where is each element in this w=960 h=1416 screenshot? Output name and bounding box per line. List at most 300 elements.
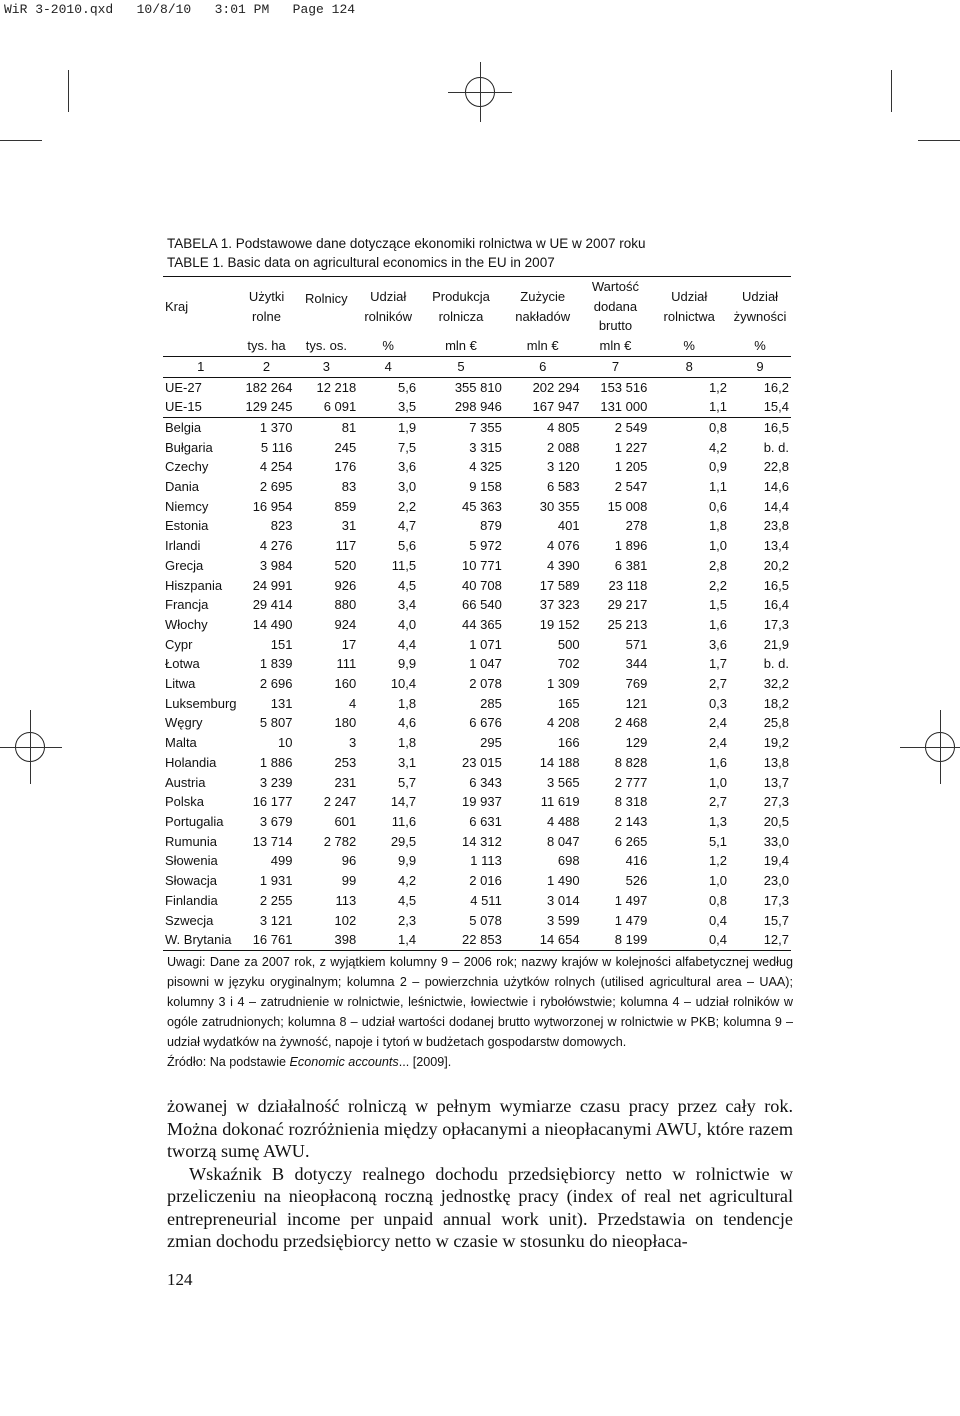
value-cell: 0,8 bbox=[708, 419, 728, 435]
value-cell: 4 bbox=[349, 695, 357, 711]
value-cell: 2 088 bbox=[547, 439, 580, 455]
value-cell: 2,4 bbox=[708, 735, 728, 751]
value-cell: 2,7 bbox=[708, 794, 728, 810]
value-cell: 3 679 bbox=[259, 813, 293, 829]
value-cell: 0,4 bbox=[708, 932, 728, 948]
column-number-row bbox=[163, 356, 791, 377]
value-cell: 1,2 bbox=[708, 379, 728, 395]
col-header-rolnicy: Rolnicy bbox=[305, 291, 348, 306]
value-cell: 3 239 bbox=[259, 774, 293, 790]
crop-mark-left-top bbox=[0, 140, 42, 141]
col-header-kraj: Kraj bbox=[165, 298, 189, 314]
value-cell: 160 bbox=[334, 676, 357, 692]
value-cell: 29 414 bbox=[252, 597, 293, 613]
value-cell: 8 828 bbox=[614, 754, 648, 770]
country-cell: Francja bbox=[165, 597, 209, 613]
value-cell: 2 696 bbox=[259, 676, 293, 692]
value-cell: 2,8 bbox=[708, 557, 728, 573]
col-header-wartosc: Wartość dodana brutto bbox=[591, 279, 640, 334]
value-cell: 16,4 bbox=[763, 597, 789, 613]
value-cell: 81 bbox=[341, 419, 357, 435]
value-cell: 1,1 bbox=[708, 399, 728, 415]
value-cell: 2,2 bbox=[708, 577, 728, 593]
value-cell: 4 390 bbox=[547, 557, 580, 573]
table-row bbox=[163, 536, 791, 556]
value-cell: 880 bbox=[334, 597, 357, 613]
value-cell: 32,2 bbox=[763, 676, 789, 692]
value-cell: 7 355 bbox=[469, 419, 502, 435]
value-cell: 6 343 bbox=[469, 774, 502, 790]
value-cell: 1 931 bbox=[259, 873, 293, 889]
value-cell: 16,5 bbox=[763, 419, 789, 435]
value-cell: 13 714 bbox=[252, 833, 293, 849]
value-cell: 6 631 bbox=[469, 813, 502, 829]
unit-cell: mln € bbox=[526, 338, 559, 354]
value-cell: 4,5 bbox=[398, 892, 417, 908]
country-cell: UE-27 bbox=[165, 379, 202, 395]
country-cell: Finlandia bbox=[165, 892, 218, 908]
country-cell: Litwa bbox=[165, 676, 196, 692]
table-row bbox=[163, 377, 791, 397]
value-cell: 16 954 bbox=[252, 498, 293, 514]
country-cell: Luksemburg bbox=[165, 695, 237, 711]
value-cell: 23 015 bbox=[462, 754, 502, 770]
value-cell: 3 bbox=[349, 735, 357, 751]
value-cell: 1,0 bbox=[708, 538, 728, 554]
value-cell: 1,2 bbox=[708, 853, 728, 869]
column-number: 8 bbox=[685, 358, 693, 374]
value-cell: 4 276 bbox=[259, 538, 293, 554]
value-cell: 1 479 bbox=[614, 912, 648, 928]
country-cell: Polska bbox=[165, 794, 205, 810]
units-row bbox=[163, 336, 791, 356]
value-cell: 1 490 bbox=[547, 873, 580, 889]
value-cell: 2 695 bbox=[259, 479, 293, 495]
value-cell: 6 091 bbox=[323, 399, 357, 415]
table-row bbox=[163, 733, 791, 753]
country-cell: Łotwa bbox=[165, 656, 200, 672]
value-cell: 117 bbox=[335, 538, 357, 554]
table-row bbox=[163, 753, 791, 773]
value-cell: 2 547 bbox=[614, 479, 648, 495]
value-cell: 1 309 bbox=[547, 676, 580, 692]
value-cell: 1 839 bbox=[259, 656, 293, 672]
value-cell: 151 bbox=[270, 636, 293, 652]
country-cell: Słowenia bbox=[165, 853, 218, 869]
value-cell: 3 014 bbox=[547, 892, 580, 908]
value-cell: 298 946 bbox=[454, 399, 502, 415]
table-row bbox=[163, 871, 791, 891]
country-cell: Węgry bbox=[165, 715, 203, 731]
value-cell: 3 565 bbox=[547, 774, 580, 790]
value-cell: 7,5 bbox=[398, 439, 417, 455]
value-cell: 6 676 bbox=[469, 715, 502, 731]
value-cell: 111 bbox=[336, 656, 357, 672]
table-row bbox=[163, 891, 791, 911]
crop-mark-top-right bbox=[891, 70, 892, 112]
value-cell: b. d. bbox=[763, 656, 789, 672]
value-cell: 1 497 bbox=[614, 892, 648, 908]
value-cell: 5 807 bbox=[259, 715, 293, 731]
unit-cell: % bbox=[382, 338, 394, 354]
value-cell: 2 777 bbox=[614, 774, 648, 790]
value-cell: 1,0 bbox=[708, 873, 728, 889]
value-cell: 499 bbox=[270, 853, 293, 869]
value-cell: 23 118 bbox=[608, 577, 648, 593]
value-cell: 13,7 bbox=[763, 774, 789, 790]
table-row bbox=[163, 595, 791, 615]
value-cell: 3 984 bbox=[259, 557, 293, 573]
value-cell: 1 896 bbox=[614, 538, 648, 554]
value-cell: 96 bbox=[341, 853, 357, 869]
value-cell: 29 217 bbox=[607, 597, 648, 613]
value-cell: 22,8 bbox=[763, 459, 789, 475]
value-cell: 6 265 bbox=[614, 833, 648, 849]
value-cell: 0,6 bbox=[708, 498, 728, 514]
value-cell: 231 bbox=[334, 774, 357, 790]
value-cell: 3,4 bbox=[398, 597, 417, 613]
country-cell: Słowacja bbox=[165, 873, 218, 889]
value-cell: 15,4 bbox=[763, 399, 789, 415]
value-cell: 0,4 bbox=[708, 912, 728, 928]
value-cell: 17 589 bbox=[539, 577, 580, 593]
value-cell: 769 bbox=[625, 676, 648, 692]
value-cell: 3 121 bbox=[259, 912, 293, 928]
notes-text: Uwagi: Dane za 2007 rok, z wyjątkiem kolumny 9 – 2006 rok; nazwy krajów w kolejności alfabetycznej według pisowni w języku oryginalnym; kolumna 2 – powierzchnia użytków rolnych (utilised agricultural area – UAA); kolumny 3 i 4 – zatrudnienie w rolnictwie, leśnictwie, łowiectwie i rybołówstwie; kolumna 4 – udział rolników w ogóle zatrudnionych; kolumna 8 – udział wartości dodanej brutto wytworzonej w rolnictwie w PKB; kolumna 9 – udział wydatków na żywność, napoje i tytoń w budżetach gospodarstw domowych. bbox=[167, 955, 793, 1049]
value-cell: 2 468 bbox=[614, 715, 648, 731]
country-cell: Szwecja bbox=[165, 912, 214, 928]
value-cell: 1 886 bbox=[259, 754, 293, 770]
value-cell: 129 245 bbox=[245, 399, 293, 415]
value-cell: 17,3 bbox=[763, 892, 789, 908]
value-cell: 12,7 bbox=[763, 932, 789, 948]
value-cell: 180 bbox=[334, 715, 357, 731]
value-cell: 4 254 bbox=[259, 459, 293, 475]
col-header-udzial-zywnosci: Udział żywności bbox=[733, 288, 787, 324]
column-number: 3 bbox=[322, 358, 330, 374]
value-cell: 520 bbox=[334, 557, 357, 573]
value-cell: 1 227 bbox=[614, 439, 648, 455]
value-cell: 1 071 bbox=[469, 636, 502, 652]
value-cell: 166 bbox=[557, 735, 580, 751]
value-cell: 2 247 bbox=[323, 794, 357, 810]
table-row bbox=[163, 438, 791, 458]
value-cell: 12 218 bbox=[316, 379, 357, 395]
column-number: 9 bbox=[756, 358, 764, 374]
value-cell: 3,0 bbox=[398, 479, 417, 495]
col-header-udzial-rolnikow: Udział rolników bbox=[364, 288, 413, 324]
table-row bbox=[163, 457, 791, 477]
value-cell: 14 188 bbox=[539, 754, 580, 770]
value-cell: 1,1 bbox=[708, 479, 728, 495]
value-cell: 9 158 bbox=[469, 479, 502, 495]
table-row bbox=[163, 911, 791, 931]
value-cell: 5,7 bbox=[398, 774, 417, 790]
value-cell: 44 365 bbox=[462, 616, 502, 632]
value-cell: 11,5 bbox=[391, 557, 417, 573]
column-number: 1 bbox=[197, 358, 205, 374]
value-cell: 3,6 bbox=[398, 459, 417, 475]
value-cell: 131 000 bbox=[600, 399, 648, 415]
value-cell: 859 bbox=[334, 498, 357, 514]
value-cell: 17,3 bbox=[763, 616, 789, 632]
column-number: 5 bbox=[457, 358, 465, 374]
value-cell: 15,7 bbox=[763, 912, 789, 928]
table-row bbox=[163, 477, 791, 497]
value-cell: 1,8 bbox=[398, 735, 417, 751]
value-cell: 2 143 bbox=[614, 813, 648, 829]
value-cell: 16 177 bbox=[252, 794, 293, 810]
unit-cell: tys. os. bbox=[305, 338, 347, 354]
value-cell: 571 bbox=[625, 636, 648, 652]
unit-cell: % bbox=[754, 338, 766, 354]
value-cell: 1,3 bbox=[708, 813, 728, 829]
value-cell: 2,3 bbox=[398, 912, 417, 928]
value-cell: 1,8 bbox=[708, 518, 728, 534]
value-cell: 25,8 bbox=[763, 715, 789, 731]
value-cell: 1,8 bbox=[398, 695, 417, 711]
value-cell: 2 078 bbox=[469, 676, 502, 692]
value-cell: 5 116 bbox=[260, 439, 293, 455]
value-cell: 879 bbox=[480, 518, 502, 534]
table-row bbox=[163, 851, 791, 871]
body-text bbox=[167, 1095, 793, 1253]
value-cell: 14 312 bbox=[462, 833, 502, 849]
value-cell: 1 370 bbox=[259, 419, 293, 435]
value-cell: 1,4 bbox=[398, 932, 417, 948]
value-cell: 245 bbox=[334, 439, 357, 455]
country-cell: Estonia bbox=[165, 518, 209, 534]
value-cell: 4 076 bbox=[547, 538, 580, 554]
country-cell: Holandia bbox=[165, 754, 217, 770]
paragraph-1: żowanej w działalność rolniczą w pełnym wymiarze czasu pracy przez cały rok. Można dokonać rozróżnienia między opłacanymi a nieopłacanymi AWU, które razem tworzą sumę AWU. bbox=[167, 1096, 793, 1161]
value-cell: 2,2 bbox=[398, 498, 417, 514]
table-notes bbox=[167, 952, 793, 1072]
value-cell: 19,2 bbox=[763, 735, 789, 751]
value-cell: 14,4 bbox=[763, 498, 789, 514]
value-cell: 0,8 bbox=[708, 892, 728, 908]
value-cell: 1,9 bbox=[398, 419, 417, 435]
value-cell: 5 972 bbox=[469, 538, 502, 554]
value-cell: 401 bbox=[557, 518, 580, 534]
value-cell: 37 323 bbox=[539, 597, 580, 613]
value-cell: 4,4 bbox=[398, 636, 417, 652]
value-cell: 129 bbox=[625, 735, 648, 751]
value-cell: 1 113 bbox=[470, 853, 502, 869]
value-cell: 8 047 bbox=[547, 833, 580, 849]
table-row bbox=[163, 497, 791, 517]
country-cell: Włochy bbox=[165, 616, 208, 632]
value-cell: 2 016 bbox=[469, 873, 502, 889]
crop-mark-top-left bbox=[68, 70, 69, 112]
col-header-udzial-rolnictwa: Udział rolnictwa bbox=[663, 288, 715, 324]
value-cell: 926 bbox=[334, 577, 357, 593]
value-cell: 1,6 bbox=[708, 616, 728, 632]
value-cell: 355 810 bbox=[454, 379, 502, 395]
value-cell: 4,2 bbox=[398, 873, 417, 889]
value-cell: 4 488 bbox=[547, 813, 580, 829]
file-slug: WiR 3-2010.qxd 10/8/10 3:01 PM Page 124 bbox=[4, 2, 356, 17]
value-cell: 24 991 bbox=[252, 577, 293, 593]
col-header-produkcja: Produkcja rolnicza bbox=[432, 288, 490, 324]
unit-cell: mln € bbox=[445, 338, 477, 354]
table-row bbox=[163, 417, 791, 437]
table-row bbox=[163, 832, 791, 852]
value-cell: 8 199 bbox=[614, 932, 648, 948]
units-blank bbox=[163, 336, 239, 356]
column-number: 6 bbox=[539, 358, 547, 374]
value-cell: 182 264 bbox=[245, 379, 293, 395]
table-row bbox=[163, 397, 791, 417]
country-cell: Irlandi bbox=[165, 538, 201, 554]
value-cell: 416 bbox=[625, 853, 648, 869]
country-cell: Grecja bbox=[165, 557, 204, 573]
table-row bbox=[163, 615, 791, 635]
value-cell: 18,2 bbox=[763, 695, 789, 711]
value-cell: 102 bbox=[334, 912, 357, 928]
value-cell: 165 bbox=[557, 695, 580, 711]
value-cell: 121 bbox=[625, 695, 648, 711]
value-cell: 4,6 bbox=[398, 715, 417, 731]
value-cell: 17 bbox=[341, 636, 357, 652]
value-cell: 176 bbox=[334, 459, 357, 475]
table-row bbox=[163, 773, 791, 793]
country-cell: Malta bbox=[165, 735, 197, 751]
value-cell: 4 325 bbox=[469, 459, 502, 475]
value-cell: b. d. bbox=[763, 439, 789, 455]
value-cell: 4,0 bbox=[398, 616, 417, 632]
country-cell: Dania bbox=[165, 479, 199, 495]
value-cell: 5,1 bbox=[708, 833, 728, 849]
value-cell: 30 355 bbox=[539, 498, 580, 514]
table-caption-en: TABLE 1. Basic data on agricultural economics in the EU in 2007 bbox=[167, 255, 555, 270]
value-cell: 16 761 bbox=[252, 932, 293, 948]
value-cell: 601 bbox=[334, 813, 357, 829]
value-cell: 16,5 bbox=[763, 577, 789, 593]
table-caption-pl: TABELA 1. Podstawowe dane dotyczące ekonomiki rolnictwa w UE w 2007 roku bbox=[167, 236, 646, 251]
value-cell: 45 363 bbox=[462, 498, 502, 514]
value-cell: 153 516 bbox=[600, 379, 648, 395]
value-cell: 4 511 bbox=[470, 892, 502, 908]
value-cell: 15 008 bbox=[607, 498, 648, 514]
value-cell: 3 315 bbox=[469, 439, 502, 455]
value-cell: 8 318 bbox=[614, 794, 648, 810]
value-cell: 13,4 bbox=[763, 538, 789, 554]
value-cell: 4,7 bbox=[398, 518, 417, 534]
value-cell: 702 bbox=[557, 656, 580, 672]
country-cell: Niemcy bbox=[165, 498, 209, 514]
value-cell: 11,6 bbox=[391, 813, 417, 829]
country-cell: UE-15 bbox=[165, 399, 202, 415]
value-cell: 278 bbox=[625, 518, 648, 534]
agri-data-table bbox=[163, 276, 791, 951]
value-cell: 19 152 bbox=[539, 616, 580, 632]
value-cell: 4 805 bbox=[547, 419, 580, 435]
value-cell: 23,8 bbox=[763, 518, 789, 534]
value-cell: 3 599 bbox=[547, 912, 580, 928]
value-cell: 698 bbox=[557, 853, 580, 869]
value-cell: 285 bbox=[480, 695, 502, 711]
value-cell: 10,4 bbox=[390, 676, 417, 692]
value-cell: 20,5 bbox=[763, 813, 789, 829]
country-cell: Rumunia bbox=[165, 833, 218, 849]
value-cell: 6 381 bbox=[614, 557, 648, 573]
value-cell: 27,3 bbox=[763, 794, 789, 810]
value-cell: 4 208 bbox=[547, 715, 580, 731]
table-row bbox=[163, 674, 791, 694]
value-cell: 1,5 bbox=[708, 597, 728, 613]
table-row bbox=[163, 792, 791, 812]
value-cell: 19,4 bbox=[763, 853, 789, 869]
value-cell: 0,3 bbox=[708, 695, 728, 711]
value-cell: 2,7 bbox=[708, 676, 728, 692]
value-cell: 526 bbox=[625, 873, 648, 889]
value-cell: 40 708 bbox=[462, 577, 502, 593]
value-cell: 6 583 bbox=[547, 479, 580, 495]
country-cell: Austria bbox=[165, 774, 206, 790]
value-cell: 99 bbox=[341, 873, 357, 889]
country-cell: Portugalia bbox=[165, 813, 224, 829]
table-row bbox=[163, 654, 791, 674]
value-cell: 131 bbox=[270, 695, 293, 711]
country-cell: Belgia bbox=[165, 419, 202, 435]
source-line: Źródło: Na podstawie Economic accounts... [2009]. bbox=[167, 1055, 452, 1069]
unit-cell: % bbox=[683, 338, 695, 354]
table-row bbox=[163, 556, 791, 576]
value-cell: 1,6 bbox=[708, 754, 728, 770]
value-cell: 31 bbox=[341, 518, 357, 534]
value-cell: 295 bbox=[480, 735, 502, 751]
table-body bbox=[163, 377, 791, 950]
value-cell: 2 782 bbox=[323, 833, 357, 849]
table-row bbox=[163, 812, 791, 832]
paragraph-2: Wskaźnik B dotyczy realnego dochodu przedsiębiorcy netto w rolnictwie w przeliczeniu na nieopłaconą roczną jednostkę pracy (index of real net agricultural entrepreneurial income per unpaid annual work unit). Przedstawia on tendencje zmian dochodu przedsiębiorcy netto w czasie w stosunku do nieopłaca- bbox=[167, 1163, 793, 1251]
value-cell: 10 771 bbox=[462, 557, 502, 573]
value-cell: 2,4 bbox=[708, 715, 728, 731]
column-number: 7 bbox=[611, 358, 620, 374]
table-row bbox=[163, 694, 791, 714]
crop-mark-right-top bbox=[918, 140, 960, 141]
value-cell: 924 bbox=[334, 616, 357, 632]
value-cell: 0,9 bbox=[708, 459, 728, 475]
table-row bbox=[163, 713, 791, 733]
value-cell: 10 bbox=[278, 735, 293, 751]
value-cell: 23,0 bbox=[763, 873, 789, 889]
value-cell: 14,6 bbox=[763, 479, 789, 495]
table-row bbox=[163, 576, 791, 596]
value-cell: 3,1 bbox=[398, 754, 417, 770]
value-cell: 113 bbox=[335, 892, 357, 908]
table-row bbox=[163, 516, 791, 536]
value-cell: 1,0 bbox=[708, 774, 728, 790]
value-cell: 2 549 bbox=[614, 419, 648, 435]
value-cell: 344 bbox=[625, 656, 648, 672]
table-row bbox=[163, 930, 791, 950]
table-row bbox=[163, 635, 791, 655]
value-cell: 14 654 bbox=[539, 932, 580, 948]
value-cell: 398 bbox=[334, 932, 357, 948]
country-cell: Bułgaria bbox=[165, 439, 213, 455]
value-cell: 3 120 bbox=[547, 459, 580, 475]
page-number: 124 bbox=[167, 1270, 193, 1289]
value-cell: 1 205 bbox=[614, 459, 648, 475]
col-header-zuzycie: Zużycie nakładów bbox=[515, 288, 571, 324]
value-cell: 5 078 bbox=[469, 912, 502, 928]
value-cell: 9,9 bbox=[398, 656, 417, 672]
value-cell: 4,5 bbox=[398, 577, 417, 593]
value-cell: 3,6 bbox=[708, 636, 728, 652]
unit-cell: mln € bbox=[599, 338, 632, 354]
